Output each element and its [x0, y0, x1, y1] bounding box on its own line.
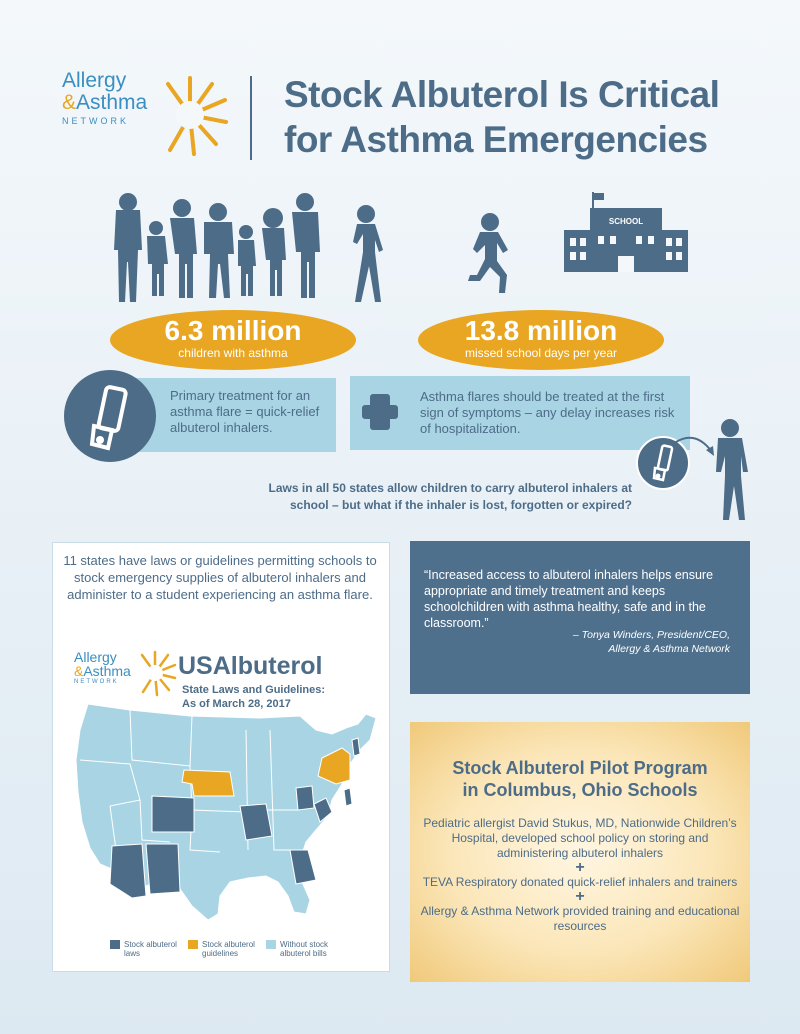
quote-text: “Increased access to albuterol inhalers helps ensure appropriate and timely treatment and keeps schoolchildren with asthma healthy, safe and in the classroom.” — [424, 568, 714, 630]
page-title — [284, 72, 784, 162]
small-sun-icon — [132, 648, 178, 698]
quote-attribution-line2: Allergy & Asthma Network — [608, 643, 730, 655]
legend-swatch-without — [266, 940, 276, 949]
walking-boy-icon — [706, 418, 752, 522]
legend-item-laws — [110, 940, 190, 962]
usalbuterol-title: USAlbuterol — [178, 652, 323, 680]
plus-icon: + — [575, 859, 585, 876]
running-child-icon — [458, 212, 518, 296]
small-logo-asthma: Asthma — [83, 663, 131, 679]
pilot-title — [420, 757, 740, 801]
legend-item-guidelines — [188, 940, 268, 962]
map-subtitle-line1: State Laws and Guidelines: — [182, 684, 326, 696]
quote-attribution — [424, 628, 730, 656]
stat-school-days-value: 13.8 million — [464, 315, 618, 346]
small-logo-amp: & — [74, 663, 84, 679]
legend-label-laws: Stock albuterol laws — [124, 940, 177, 958]
treat-early-text: Asthma flares should be treated at the first sign of symptoms – any delay increases risk of hospitalization. — [420, 389, 675, 436]
legend-swatch-laws — [110, 940, 120, 949]
inhaler-circle — [64, 370, 156, 462]
legend-swatch-guidelines — [188, 940, 198, 949]
map-subtitle-line2: As of March 28, 2017 — [182, 698, 291, 710]
stat-school-days-label: missed school days per year — [464, 346, 618, 360]
legend-label-without: Without stock albuterol bills — [280, 940, 329, 958]
logo-asthma: Asthma — [76, 91, 148, 114]
logo-line3: NETWORK — [62, 116, 129, 126]
medical-cross-icon — [360, 392, 400, 432]
laws-line2: school – but what if the inhaler is lost, forgotten or expired? — [289, 498, 632, 512]
primary-treatment-text: Primary treatment for an asthma flare = quick-relief albuterol inhalers. — [170, 388, 320, 435]
title-line2: for Asthma Emergencies — [284, 119, 708, 160]
stat-oval-children — [110, 310, 356, 370]
title-line1: Stock Albuterol Is Critical — [284, 74, 720, 115]
pilot-item-network: Allergy & Asthma Network provided training and educational resources — [420, 904, 740, 933]
school-building-icon — [562, 192, 690, 272]
inhaler-icon — [64, 370, 156, 462]
state-missouri — [240, 804, 272, 840]
header-divider — [250, 76, 252, 160]
small-logo-line3: NETWORK — [74, 679, 119, 685]
state-new-jersey — [344, 788, 352, 806]
logo-line1: Allergy — [62, 69, 127, 92]
children-silhouettes-icon — [108, 190, 398, 306]
stat-children-value: 6.3 million — [164, 315, 302, 346]
pilot-item-teva: TEVA Respiratory donated quick-relief inhalers and trainers — [422, 875, 738, 889]
pilot-title-line2: in Columbus, Ohio Schools — [462, 780, 698, 800]
pilot-title-line1: Stock Albuterol Pilot Program — [452, 758, 708, 778]
pilot-body — [420, 816, 740, 934]
quote-attribution-line1: – Tonya Winders, President/CEO, — [572, 629, 730, 641]
us-map — [70, 700, 380, 926]
plus-icon: + — [575, 888, 585, 905]
laws-line1: Laws in all 50 states allow children to carry albuterol inhalers at — [268, 481, 632, 495]
logo — [62, 70, 232, 160]
legend-label-guidelines: Stock albuterol guidelines — [202, 940, 255, 958]
state-arizona — [110, 844, 146, 898]
small-logo-line1: Allergy — [74, 649, 117, 665]
laws-statement — [220, 480, 632, 514]
legend-item-without — [266, 940, 356, 962]
state-colorado — [152, 796, 194, 832]
pilot-item-policy: Pediatric allergist David Stukus, MD, Nationwide Children’s Hospital, developed school policy on storing and administering albuterol inhalers — [423, 816, 737, 860]
sun-icon — [150, 70, 230, 160]
logo-ampersand: & — [62, 91, 77, 114]
map-intro: 11 states have laws or guidelines permitting schools to stock emergency supplies of albuterol inhalers and administer to a student experiencing an asthma flare. — [63, 553, 377, 602]
stat-children-label: children with asthma — [178, 346, 288, 360]
small-logo — [74, 650, 184, 700]
stat-oval-school-days — [418, 310, 664, 370]
state-new-mexico — [146, 844, 180, 894]
state-new-hampshire — [352, 738, 360, 756]
school-sign: SCHOOL — [608, 217, 644, 226]
state-ohio — [296, 786, 314, 810]
